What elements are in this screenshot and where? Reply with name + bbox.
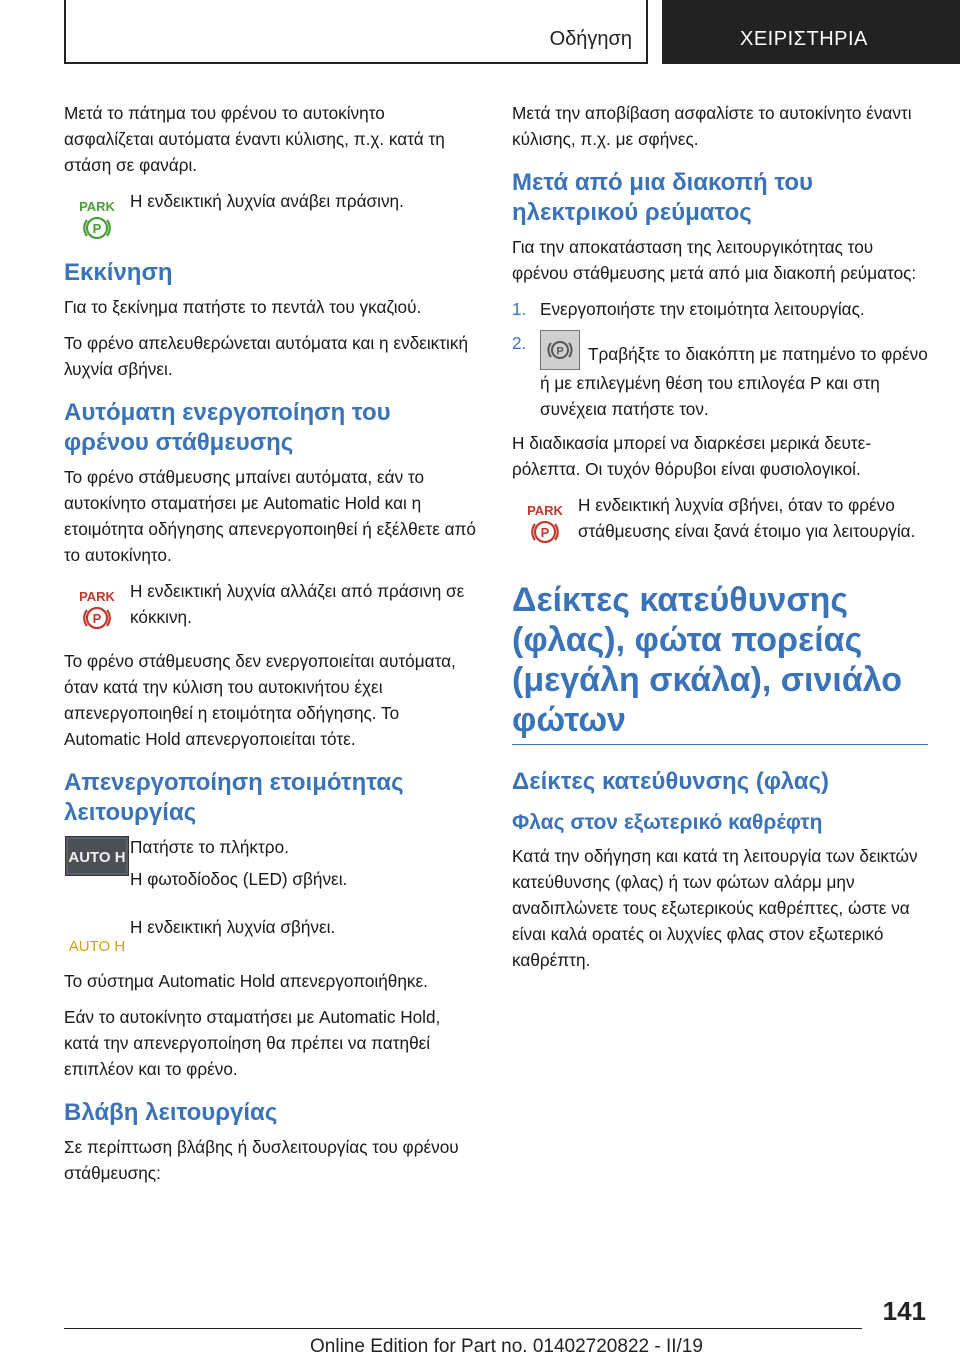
paragraph: Κατά την οδήγηση και κατά τη λειτουργία των δεικτών κατεύθυνσης (φλας) ή των φώτων αλάρμ μην αναδιπλώνετε τους εξωτερικούς καθρέπτες, ώστε να είναι καλά ορατές οι λυχνίες φλας στον εξωτερικό καθρέπτη. (512, 846, 918, 970)
indicator-text: Η ενδεικτική λυχνία ανάβει πράσινη. (130, 191, 404, 211)
svg-text:AUTO H: AUTO H (68, 938, 126, 955)
step-number: 2. (512, 333, 527, 353)
park-green-icon (77, 198, 117, 242)
paragraph: Μετά το πάτημα του φρένου το αυτοκίνητο ασφαλίζεται αυτόματα έναντι κύλισης, π.χ. κατά τη στάση σε φανάρι. (64, 103, 445, 175)
list-item (512, 330, 928, 422)
paragraph: Σε περίπτωση βλάβης ή δυσλειτουργίας του φρένου στάθμευσης: (64, 1137, 459, 1183)
heading-auto-activation: Αυτόματη ενεργοποίηση του φρένου στάθμευσης (64, 399, 391, 456)
indicator-text: Η ενδεικτική λυχνία αλλάζει από πράσινη σε κόκκινη. (130, 581, 465, 627)
page-number: 141 (882, 1296, 926, 1326)
paragraph: Η διαδικασία μπορεί να διαρκέσει μερικά δευτερόλεπτα. Οι τυχόν θόρυβοι είναι φυσιολογικοί. (512, 433, 872, 479)
paragraph: Εάν το αυτοκίνητο σταματήσει με Automatic Hold, κατά την απενεργοποίηση θα πρέπει να πατηθεί επιπλέον και το φρένο. (64, 1007, 441, 1079)
svg-text:PARK: PARK (79, 589, 115, 604)
instruction-text: Πατήστε το πλήκτρο. (130, 837, 289, 857)
paragraph: Το φρένο στάθμευσης δεν ενεργοποιείται αυτόματα, όταν κατά την κύλιση του αυτοκινήτου έχει απενεργοποιηθεί η ετοιμότητα οδήγησης. Το Automatic Hold απενεργοποιείται τότε. (64, 651, 456, 749)
left-column (64, 100, 476, 1196)
header-section-title: Οδήγηση (549, 28, 632, 50)
header-section-tab (64, 0, 648, 64)
svg-text:P: P (556, 345, 564, 358)
parking-brake-switch-icon (540, 330, 580, 370)
heading-fault: Βλάβη λειτουργίας (64, 1099, 278, 1126)
heading-main-section: Δείκτες κατεύθυνσης (φλας), φώτα πορείας (μεγάλη σκάλα), σινιάλο φώτων (512, 580, 928, 745)
right-column (512, 100, 928, 983)
instruction-text: Η φωτοδίοδος (LED) σβήνει. (130, 869, 348, 889)
step-text: Ενεργοποιήστε την ετοιμότητα λειτουργίας. (540, 299, 865, 319)
svg-text:P: P (92, 221, 102, 236)
svg-text:PARK: PARK (527, 503, 563, 518)
park-red-icon (77, 588, 117, 632)
autoh-button-icon (65, 836, 129, 876)
paragraph: Το σύστημα Automatic Hold απενεργοποιήθηκε. (64, 971, 428, 991)
indicator-text: Η ενδεικτική λυχνία σβήνει, όταν το φρένο στάθμευσης είναι ξανά έτοιμο για λειτουργία. (578, 495, 916, 541)
paragraph: Για το ξεκίνημα πατήστε το πεντάλ του γκαζιού. (64, 297, 422, 317)
autoh-button-row (64, 834, 476, 898)
list-item (512, 296, 928, 322)
footer-divider (64, 1328, 862, 1329)
heading-power-failure: Μετά από μια διακοπή του ηλεκτρικού ρεύματος (512, 169, 814, 226)
header-chapter-tab (662, 0, 960, 64)
paragraph: Μετά την αποβίβαση ασφαλίστε το αυτοκίνητο έναντι κύλισης, π.χ. με σφήνες. (512, 103, 912, 149)
paragraph: Το φρένο απελευθερώνεται αυτόματα και η ενδεικτική λυχνία σβήνει. (64, 333, 469, 379)
header-chapter-title: ΧΕΙΡΙΣΤΗΡΙΑ (740, 28, 868, 50)
indicator-text: Η ενδεικτική λυχνία σβήνει. (130, 917, 336, 937)
park-indicator-row (64, 578, 476, 636)
svg-text:AUTO H: AUTO H (68, 849, 126, 866)
steps-list (512, 296, 928, 422)
paragraph: Για την αποκατάσταση της λειτουργικότητας του φρένου στάθμευσης μετά από μια διακοπή ρεύματος: (512, 237, 917, 283)
paragraph: Το φρένο στάθμευσης μπαίνει αυτόματα, εάν το αυτοκίνητο σταματήσει με Automatic Hold και η ετοιμότητα οδήγησης απενεργοποιηθεί ή εξέλθετε από το αυτοκίνητο. (64, 467, 476, 565)
park-red-icon (525, 502, 565, 546)
heading-start: Εκκίνηση (64, 259, 173, 286)
step-number: 1. (512, 299, 527, 319)
park-indicator-row (64, 188, 476, 242)
heading-deactivation: Απενεργοποίηση ετοιμότητας λειτουργίας (64, 769, 404, 826)
autoh-indicator-icon (67, 936, 127, 956)
svg-text:P: P (92, 611, 102, 626)
heading-mirror-indicators: Φλας στον εξωτερικό καθρέφτη (512, 811, 823, 834)
park-indicator-row (512, 492, 928, 550)
footer-edition: Online Edition for Part no. 01402720822 - II/19 (310, 1336, 703, 1357)
heading-subsection: Δείκτες κατεύθυνσης (φλας) (512, 768, 830, 795)
svg-text:P: P (540, 525, 550, 540)
autoh-indicator-row (64, 910, 476, 956)
svg-text:PARK: PARK (79, 199, 115, 214)
step-text: Τραβήξτε το διακόπτη με πατημένο το φρένο ή με επιλεγμένη θέση του επιλογέα P και στη συνέχεια πατήστε τον. (540, 344, 928, 419)
